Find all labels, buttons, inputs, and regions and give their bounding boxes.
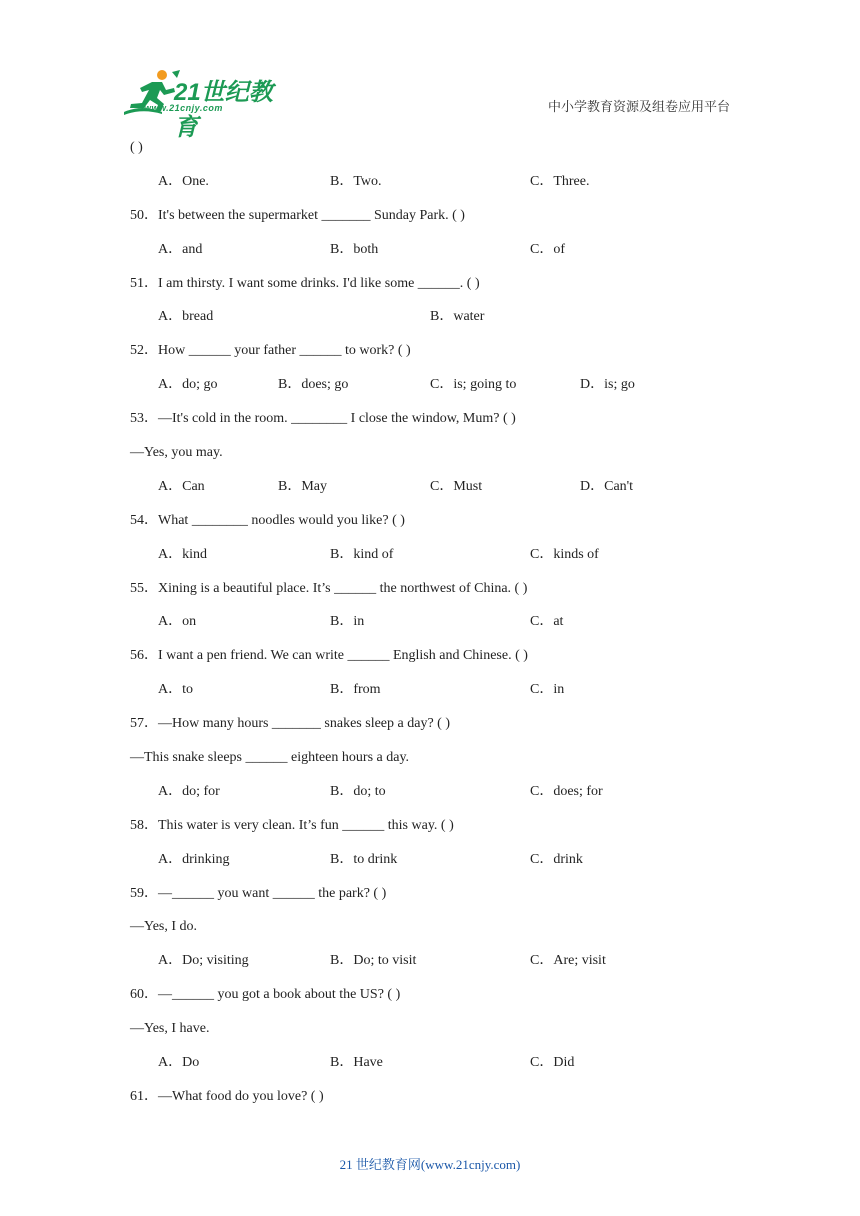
question-list [130, 138, 750, 1121]
logo-text: 21世纪教育 [174, 79, 273, 141]
answer-option: D．Can't [580, 478, 634, 494]
question-line: —This snake sleeps ______ eighteen hours a day. [130, 750, 410, 766]
answer-option: A．Can [158, 478, 205, 494]
answer-option: A．bread [158, 309, 214, 325]
answer-option: C．does; for [530, 783, 603, 799]
question-line: ( ) [130, 140, 143, 155]
answer-option: C．in [530, 682, 565, 698]
question-line: —Yes, you may. [130, 445, 223, 461]
answer-option: B．Two. [330, 173, 382, 189]
question-line: 61．—What food do you love? ( ) [130, 1088, 324, 1104]
logo [122, 68, 292, 141]
option-row [130, 612, 750, 646]
question-line: —Yes, I have. [130, 1021, 210, 1037]
answer-option: A．on [158, 614, 197, 630]
question-line: —Yes, I do. [130, 919, 198, 935]
answer-option: C．of [530, 241, 565, 257]
answer-option: C．kinds of [530, 546, 599, 562]
answer-option: B．kind of [330, 546, 394, 562]
answer-option: A．do; go [158, 377, 218, 393]
answer-option: C．Are; visit [530, 953, 606, 969]
question-line: 51．I am thirsty. I want some drinks. I'd like some ______. ( ) [130, 275, 480, 291]
option-row [130, 375, 750, 409]
option-row [130, 1053, 750, 1087]
question-line: 58．This water is very clean. It’s fun ______ this way. ( ) [130, 817, 454, 833]
option-row [130, 477, 750, 511]
question-line: 52．How ______ your father ______ to work? ( ) [130, 343, 411, 359]
answer-option: C．Must [430, 478, 483, 494]
question-line: 50．It's between the supermarket _______ Sunday Park. ( ) [130, 207, 465, 223]
page-footer: 21 世纪教育网(www.21cnjy.com) [339, 1157, 521, 1172]
option-row [130, 307, 750, 341]
answer-option: B．do; to [330, 783, 386, 799]
answer-option: B．Have [330, 1055, 383, 1071]
question-line: 57．—How many hours _______ snakes sleep a day? ( ) [130, 716, 450, 732]
answer-option: D．is; go [580, 377, 635, 393]
answer-option: C．is; going to [430, 377, 517, 393]
answer-option: A．drinking [158, 851, 230, 867]
option-row [130, 782, 750, 816]
answer-option: B．both [330, 241, 379, 257]
answer-option: A．Do; visiting [158, 953, 249, 969]
answer-option: A．One. [158, 173, 209, 189]
question-line: 59．—______ you want ______ the park? ( ) [130, 885, 387, 901]
answer-option: C．Three. [530, 173, 590, 189]
answer-option: B．Do; to visit [330, 953, 417, 969]
option-row [130, 680, 750, 714]
answer-option: A．to [158, 682, 193, 698]
answer-option: C．at [530, 614, 564, 630]
question-line: 60．—______ you got a book about the US? ( ) [130, 987, 401, 1003]
answer-option: C．Did [530, 1055, 575, 1071]
answer-option: B．May [278, 478, 327, 494]
answer-option: B．to drink [330, 851, 398, 867]
header-platform-text: 中小学教育资源及组卷应用平台 [547, 100, 730, 115]
answer-option: A．kind [158, 546, 207, 562]
answer-option: A．and [158, 241, 203, 257]
option-row [130, 850, 750, 884]
answer-option: B．from [330, 682, 381, 698]
question-line: 55．Xining is a beautiful place. It’s ______ the northwest of China. ( ) [130, 580, 528, 596]
answer-option: B．water [430, 309, 485, 325]
answer-option: B．does; go [278, 377, 349, 393]
answer-option: A．Do [158, 1055, 200, 1071]
option-row [130, 240, 750, 274]
option-row [130, 172, 750, 206]
logo-url: www.21cnjy.com [144, 103, 223, 113]
answer-option: B．in [330, 614, 365, 630]
question-line: 54．What ________ noodles would you like? ( ) [130, 512, 405, 528]
question-line: 53．—It's cold in the room. ________ I close the window, Mum? ( ) [130, 411, 516, 427]
page-header [0, 0, 860, 141]
option-row [130, 545, 750, 579]
answer-option: A．do; for [158, 783, 220, 799]
question-line: 56．I want a pen friend. We can write ______ English and Chinese. ( ) [130, 648, 528, 664]
option-row [130, 951, 750, 985]
answer-option: C．drink [530, 851, 583, 867]
